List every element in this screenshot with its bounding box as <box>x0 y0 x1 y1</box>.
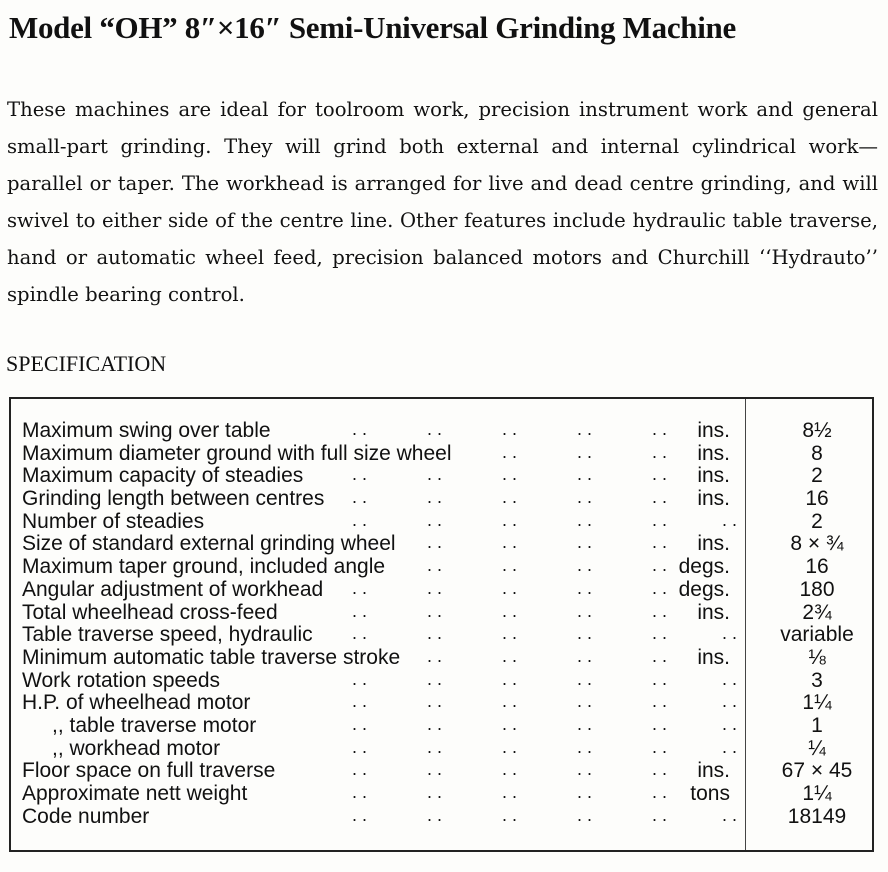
leader-dots: . . <box>502 419 518 439</box>
leader-dots: . . <box>577 691 593 712</box>
spec-row <box>22 806 867 829</box>
spec-value: 8½ <box>802 419 832 442</box>
spec-row <box>22 715 867 738</box>
spec-row <box>22 624 867 647</box>
leader-dots: . . <box>577 804 593 825</box>
leader-dots: . . <box>652 736 668 757</box>
leader-dots: . . <box>722 713 738 734</box>
leader-dots: . . <box>577 555 593 576</box>
leader-dots: . . <box>427 532 443 553</box>
leader-dots: . . <box>722 736 738 757</box>
spec-unit: ins. <box>697 464 730 488</box>
leader-dots: . . <box>577 782 593 802</box>
leader-dots: . . <box>577 577 593 598</box>
spec-value: 180 <box>799 577 835 601</box>
leader-dots: . . <box>652 555 668 576</box>
leader-dots: . . <box>427 623 443 644</box>
spec-label: Angular adjustment of workhead <box>22 577 324 601</box>
spec-unit: ins. <box>697 487 730 511</box>
spec-unit: ins. <box>697 645 730 669</box>
leader-dots: . . <box>577 487 593 508</box>
leader-dots: . . <box>652 577 668 598</box>
spec-row <box>22 488 867 511</box>
spec-row <box>22 533 867 556</box>
spec-label: Table traverse speed, hydraulic <box>22 623 313 647</box>
spec-heading: SPECIFICATION <box>6 351 167 376</box>
leader-dots: . . <box>427 600 443 621</box>
leader-dots: . . <box>652 645 668 666</box>
leader-dots: . . <box>352 782 368 802</box>
spec-value: 16 <box>805 487 829 511</box>
spec-label: Total wheelhead cross-feed <box>22 600 278 624</box>
spec-row <box>22 511 867 534</box>
leader-dots: . . <box>577 668 593 689</box>
leader-dots: . . <box>652 600 668 621</box>
leader-dots: . . <box>502 804 518 825</box>
spec-value: 2 <box>811 464 823 488</box>
leader-dots: . . <box>502 464 518 485</box>
leader-dots: . . <box>502 782 518 802</box>
leader-dots: . . <box>352 668 368 689</box>
leader-dots: . . <box>652 782 668 802</box>
leader-dots: . . <box>352 509 368 530</box>
leader-dots: . . <box>577 645 593 666</box>
leader-dots: . . <box>722 668 738 689</box>
leader-dots: . . <box>352 804 368 825</box>
leader-dots: . . <box>502 532 518 553</box>
spec-row <box>22 783 867 806</box>
leader-dots: . . <box>722 804 738 825</box>
leader-dots: . . <box>502 487 518 508</box>
spec-label: Maximum diameter ground with full size wheel <box>22 441 452 465</box>
leader-dots: . . <box>502 623 518 644</box>
leader-dots: . . <box>502 668 518 689</box>
page-title: Model “OH” 8″×16″ Semi-Universal Grinding Machine <box>9 10 736 45</box>
spec-value: ¼ <box>808 736 826 760</box>
spec-row <box>22 738 867 761</box>
spec-label: Maximum taper ground, included angle <box>22 555 386 579</box>
leader-dots: . . <box>427 509 443 530</box>
leader-dots: . . <box>427 487 443 508</box>
leader-dots: . . <box>427 464 443 485</box>
leader-dots: . . <box>652 419 668 439</box>
leader-dots: . . <box>652 532 668 553</box>
leader-dots: . . <box>502 441 518 462</box>
spec-value: 2 <box>811 509 823 533</box>
leader-dots: . . <box>577 759 593 780</box>
leader-dots: . . <box>352 577 368 598</box>
spec-row <box>22 420 867 443</box>
leader-dots: . . <box>427 577 443 598</box>
leader-dots: . . <box>502 555 518 576</box>
spec-row <box>22 443 867 466</box>
spec-value: 8 <box>811 441 823 465</box>
spec-row <box>22 647 867 670</box>
spec-label: Code number <box>22 804 150 828</box>
leader-dots: . . <box>352 713 368 734</box>
leader-dots: . . <box>502 645 518 666</box>
leader-dots: . . <box>722 623 738 644</box>
leader-dots: . . <box>427 419 443 439</box>
spec-value: 1 <box>811 713 823 737</box>
leader-dots: . . <box>577 419 593 439</box>
leader-dots: . . <box>352 419 368 439</box>
leader-dots: . . <box>652 759 668 780</box>
spec-unit: tons <box>690 782 730 805</box>
spec-value: 67 × 45 <box>781 759 853 783</box>
leader-dots: . . <box>427 759 443 780</box>
spec-row <box>22 579 867 602</box>
spec-label: ,, workhead motor <box>52 736 221 760</box>
spec-row <box>22 602 867 625</box>
spec-label: Floor space on full traverse <box>22 759 276 783</box>
leader-dots: . . <box>427 645 443 666</box>
leader-dots: . . <box>577 600 593 621</box>
leader-dots: . . <box>352 600 368 621</box>
leader-dots: . . <box>502 691 518 712</box>
leader-dots: . . <box>577 509 593 530</box>
spec-label: Work rotation speeds <box>22 668 221 692</box>
spec-value: 1¼ <box>802 782 832 805</box>
spec-unit: degs. <box>678 577 730 601</box>
leader-dots: . . <box>427 668 443 689</box>
intro-paragraph: These machines are ideal for toolroom work, precision instrument work and general small-part grinding. They will grind both external and internal cylindrical work—parallel or taper. The workhead is arranged for live and dead centre grinding, and will swivel to either side of the centre line. Other features include hydraulic table traverse, hand or automatic wheel feed, precision balanced motors and Churchill ‘‘Hydrauto’’ spindle bearing control. <box>7 98 878 306</box>
leader-dots: . . <box>352 736 368 757</box>
spec-label: Maximum swing over table <box>22 419 271 442</box>
spec-table <box>22 420 867 828</box>
leader-dots: . . <box>577 713 593 734</box>
leader-dots: . . <box>352 623 368 644</box>
leader-dots: . . <box>502 759 518 780</box>
spec-label: Minimum automatic table traverse stroke <box>22 645 401 669</box>
spec-value: variable <box>780 623 854 647</box>
spec-label: Size of standard external grinding wheel <box>22 532 396 556</box>
leader-dots: . . <box>502 577 518 598</box>
spec-unit: ins. <box>697 441 730 465</box>
leader-dots: . . <box>427 782 443 802</box>
leader-dots: . . <box>652 713 668 734</box>
leader-dots: . . <box>427 555 443 576</box>
leader-dots: . . <box>427 736 443 757</box>
leader-dots: . . <box>577 736 593 757</box>
leader-dots: . . <box>427 713 443 734</box>
spec-row <box>22 692 867 715</box>
leader-dots: . . <box>652 623 668 644</box>
spec-row <box>22 465 867 488</box>
spec-label: ,, table traverse motor <box>52 713 257 737</box>
leader-dots: . . <box>352 691 368 712</box>
spec-value: ⅛ <box>808 645 826 669</box>
spec-value: 3 <box>811 668 823 692</box>
spec-unit: ins. <box>697 600 730 624</box>
leader-dots: . . <box>652 509 668 530</box>
leader-dots: . . <box>577 623 593 644</box>
spec-unit: ins. <box>697 532 730 556</box>
leader-dots: . . <box>652 464 668 485</box>
spec-value: 18149 <box>787 804 847 828</box>
leader-dots: . . <box>652 668 668 689</box>
spec-label: Grinding length between centres <box>22 487 325 511</box>
spec-row <box>22 556 867 579</box>
leader-dots: . . <box>722 509 738 530</box>
spec-label: Maximum capacity of steadies <box>22 464 304 488</box>
leader-dots: . . <box>502 600 518 621</box>
leader-dots: . . <box>652 441 668 462</box>
spec-unit: ins. <box>697 759 730 783</box>
spec-value: 16 <box>805 555 829 579</box>
leader-dots: . . <box>652 691 668 712</box>
spec-label: Number of steadies <box>22 509 205 533</box>
leader-dots: . . <box>427 804 443 825</box>
spec-value: 8 × ¾ <box>790 532 844 556</box>
leader-dots: . . <box>502 509 518 530</box>
spec-value: 2¾ <box>802 600 832 624</box>
spec-value: 1¼ <box>802 691 832 715</box>
leader-dots: . . <box>352 487 368 508</box>
spec-label: H.P. of wheelhead motor <box>22 691 251 715</box>
leader-dots: . . <box>502 713 518 734</box>
spec-unit: degs. <box>678 555 730 579</box>
leader-dots: . . <box>577 441 593 462</box>
spec-row <box>22 670 867 693</box>
spec-label: Approximate nett weight <box>22 782 248 805</box>
leader-dots: . . <box>502 736 518 757</box>
leader-dots: . . <box>577 464 593 485</box>
leader-dots: . . <box>722 691 738 712</box>
leader-dots: . . <box>352 464 368 485</box>
leader-dots: . . <box>652 804 668 825</box>
leader-dots: . . <box>352 759 368 780</box>
leader-dots: . . <box>427 691 443 712</box>
leader-dots: . . <box>577 532 593 553</box>
spec-row <box>22 760 867 783</box>
leader-dots: . . <box>652 487 668 508</box>
spec-unit: ins. <box>697 419 730 442</box>
